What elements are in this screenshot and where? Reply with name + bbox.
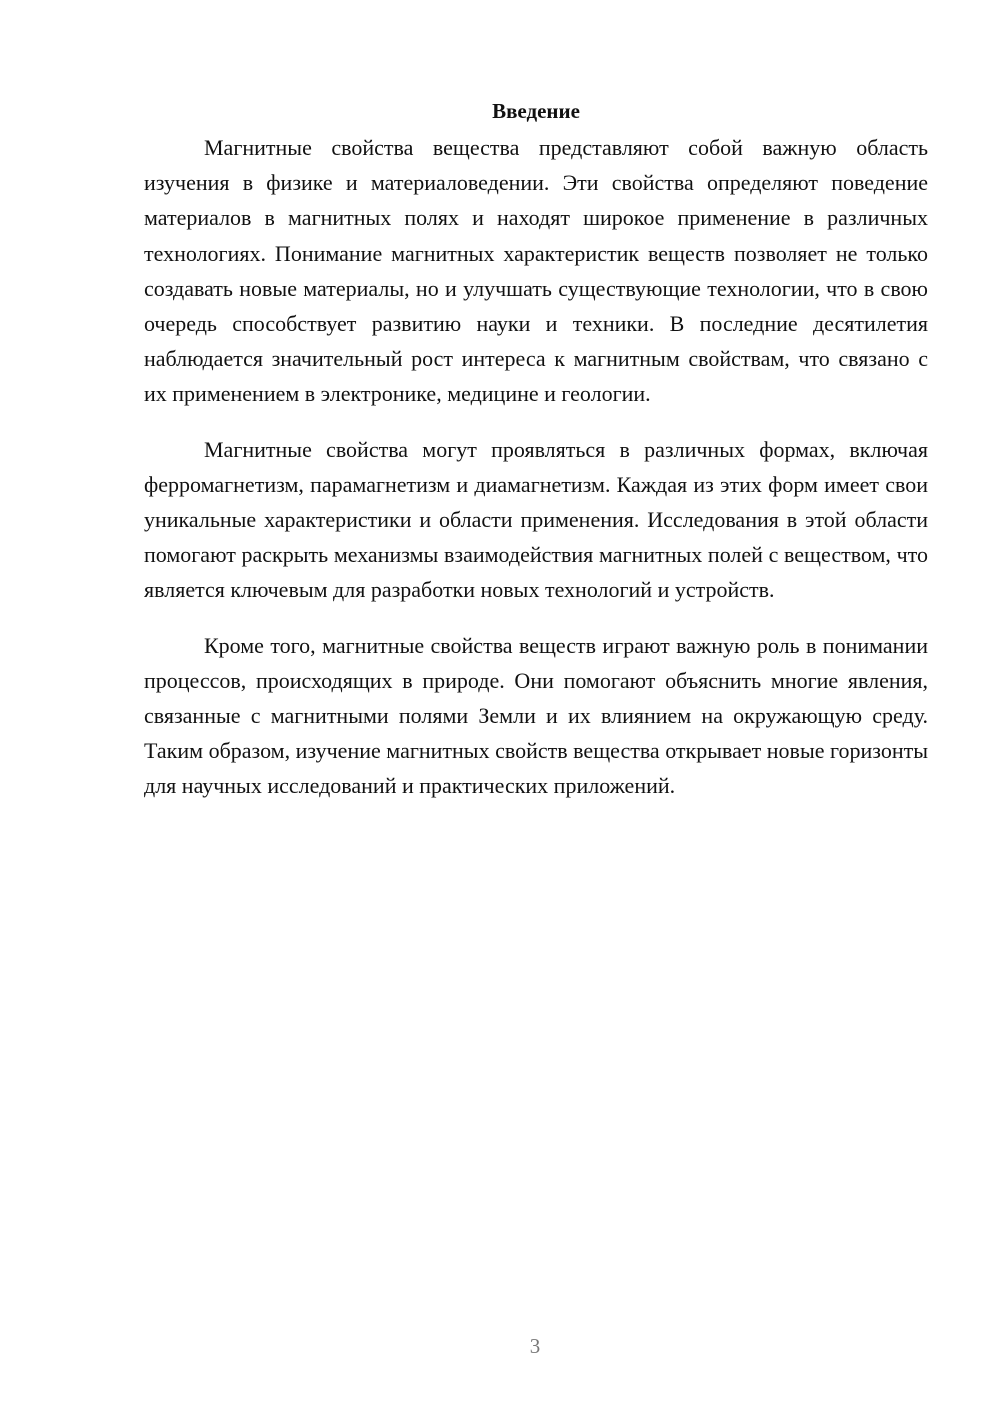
paragraph-1: Магнитные свойства вещества представляют собой важную область изучения в физике и материаловедении. Эти свойства определяют поведение материалов в магнитных полях и находят широкое применение в различных технологиях. Понимание магнитных характеристик веществ позволяет не только создавать новые материалы, но и улучшать существующие технологии, что в свою очередь способствует развитию науки и техники. В последние десятилетия наблюдается значительный рост интереса к магнитным свойствам, что связано с их применением в электронике, медицине и геологии.: [144, 135, 928, 407]
section-heading: Введение: [492, 99, 580, 123]
page-content: [144, 96, 928, 824]
page-number: 3: [529, 1334, 541, 1358]
paragraph-3: Кроме того, магнитные свойства веществ играют важную роль в понимании процессов, происходящих в природе. Они помогают объяснить многие явления, связанные с магнитными полями Земли и их влиянием на окружающую среду. Таким образом, изучение магнитных свойств вещества открывает новые горизонты для научных исследований и практических приложений.: [144, 632, 928, 799]
paragraph-2: Магнитные свойства могут проявляться в различных формах, включая ферромагнетизм, парамагнетизм и диамагнетизм. Каждая из этих форм имеет свои уникальные характеристики и области применения. Исследования в этой области помогают раскрыть механизмы взаимодействия магнитных полей с веществом, что является ключевым для разработки новых технологий и устройств.: [144, 436, 928, 603]
